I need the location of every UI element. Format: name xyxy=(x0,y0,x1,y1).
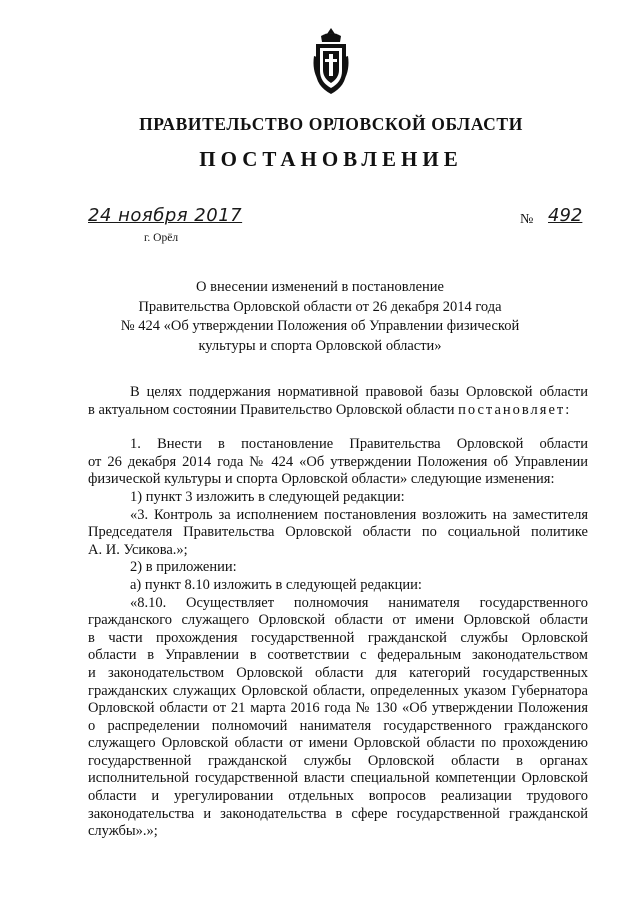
city-label: г. Орёл xyxy=(144,232,179,244)
body-line: о распределении полномочий нанимателя государственного гражданского xyxy=(88,717,588,734)
coat-of-arms-icon xyxy=(310,26,352,98)
body-line: 2) в приложении: xyxy=(130,559,237,576)
body-line: законодательства и законодательства в сфере государственной гражданской xyxy=(88,805,588,822)
body-line: области и урегулировании отдельных вопросов реализации трудового xyxy=(88,788,588,805)
paragraph-gap xyxy=(88,419,588,436)
body-line: а) пункт 8.10 изложить в следующей редакции: xyxy=(130,576,422,593)
body-line: в части прохождения государственной гражданской службы Орловской xyxy=(88,629,588,646)
number-label: № xyxy=(520,212,534,227)
body-line: от 26 декабря 2014 года № 424 «Об утверждении Положения об Управлении xyxy=(88,453,588,470)
subject-line: культуры и спорта Орловской области» xyxy=(198,337,442,354)
document-type-title: ПОСТАНОВЛЕНИЕ xyxy=(199,147,463,171)
handwritten-date: 24 ноября 2017 xyxy=(88,205,243,226)
body-line: «8.10. Осуществляет полномочия нанимателя государственного xyxy=(130,594,588,611)
body-line xyxy=(88,402,588,420)
preamble-text: в актуальном состоянии Правительство Орловской области xyxy=(88,401,459,418)
preamble-colon: : xyxy=(565,401,570,418)
body-line: физической культуры и спорта Орловской области» следующие изменения: xyxy=(88,471,555,488)
subject-line: № 424 «Об утверждении Положения об Управлении физической xyxy=(120,318,520,334)
body-line: А. И. Усикова.»; xyxy=(88,541,188,558)
decree-keyword: постановляет xyxy=(458,401,566,418)
body-line: Председателя Правительства Орловской области по социальной политике xyxy=(88,524,588,541)
organization-name: ПРАВИТЕЛЬСТВО ОРЛОВСКОЙ ОБЛАСТИ xyxy=(139,114,523,134)
body-line: гражданских служащих Орловской области, определенных указом Губернатора xyxy=(88,682,588,699)
body-line: государственной гражданской службы Орловской области в органах xyxy=(88,752,588,769)
subject-line: О внесении изменений в постановление xyxy=(196,279,444,295)
body-line: области в Управлении в соответствии с федеральным законодательством xyxy=(88,647,588,664)
body-line: службы».»; xyxy=(88,823,158,840)
body-line: исполнительной государственной власти специальной компетенции Орловской xyxy=(88,770,588,787)
body-line: служащего Орловской области от имени Орловской области по прохождению xyxy=(88,735,588,752)
body-line: Орловской области от 21 марта 2016 года № 130 «Об утверждении Положения xyxy=(88,700,588,717)
document-subject xyxy=(90,278,550,356)
body-line: гражданского служащего Орловской области от имени Орловской области xyxy=(88,612,588,629)
body-line: «3. Контроль за исполнением постановления возложить на заместителя xyxy=(130,506,588,523)
body-line: 1. Внести в постановление Правительства Орловской области xyxy=(130,436,588,453)
document-body xyxy=(88,384,588,841)
handwritten-document-number: 492 xyxy=(548,205,583,226)
subject-line: Правительства Орловской области от 26 декабря 2014 года xyxy=(138,298,502,315)
body-line: В целях поддержания нормативной правовой базы Орловской области xyxy=(130,384,588,400)
body-line: и законодательством Орловской области для категорий государственных xyxy=(88,664,588,681)
body-line: 1) пункт 3 изложить в следующей редакции: xyxy=(130,488,405,505)
